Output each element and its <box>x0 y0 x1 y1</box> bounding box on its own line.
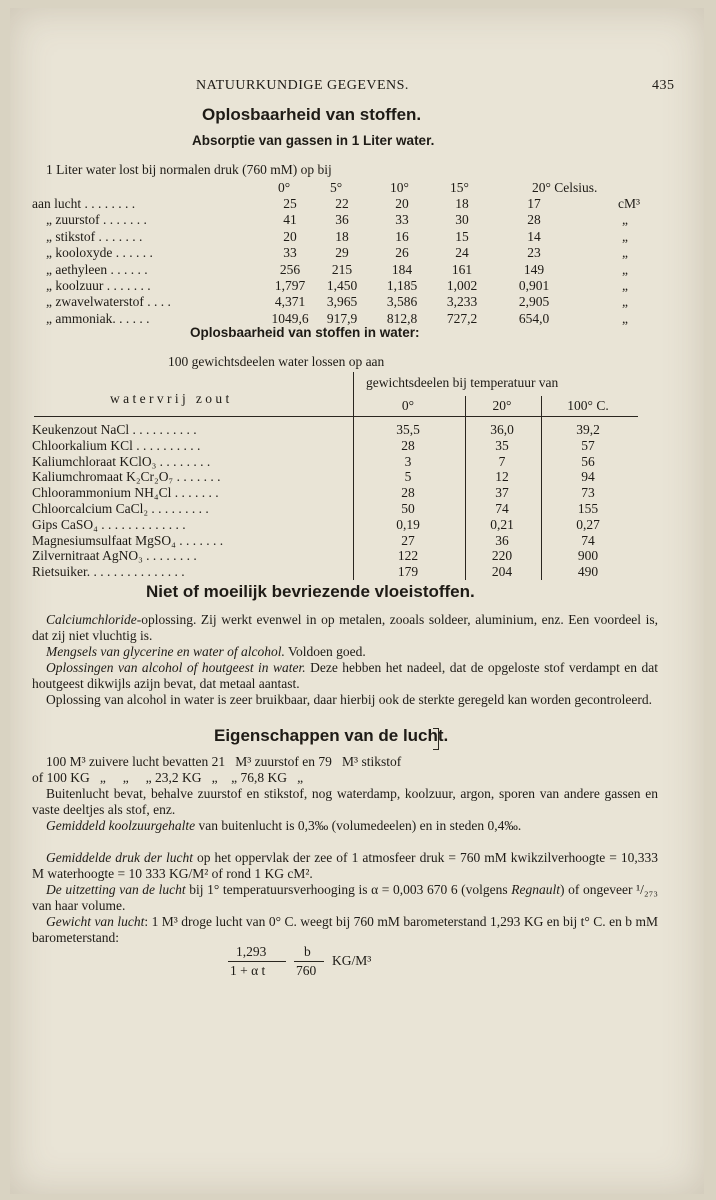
gas-unit-mark: „ <box>622 212 628 228</box>
salt-cell: 94 <box>581 469 595 485</box>
salt-cell: 0,19 <box>396 516 420 532</box>
gas-cell: 20 <box>283 228 297 244</box>
gas-cell: 24 <box>455 245 469 261</box>
salt-cell: 74 <box>495 501 509 516</box>
fraction-bar-2 <box>294 961 324 962</box>
salt-cell: 7 <box>498 453 506 469</box>
gas-cell: 727,2 <box>446 310 478 326</box>
salt-row-label: Gips CaSO₄ . . . . . . . . . . . . . <box>32 516 186 532</box>
gas-cell: 1049,6 <box>271 310 309 326</box>
gas-cell: 23 <box>527 245 541 261</box>
section-title-air: Eigenschappen van de lucht. <box>214 726 449 745</box>
gas-temp-1: 5° <box>330 180 343 195</box>
book-page <box>10 8 704 1194</box>
gas-cell: 33 <box>283 245 297 261</box>
formula-unit: KG/M³ <box>332 953 372 968</box>
salt-temp-1: 20° <box>492 398 512 413</box>
formula-numerator-2: b <box>304 944 311 959</box>
salt-cell: 35 <box>495 437 509 453</box>
salt-row-label: Kaliumchloraat KClO₃ . . . . . . . . <box>32 453 211 469</box>
gas-cell: 36 <box>335 212 349 228</box>
formula-denominator-2: 760 <box>296 963 317 978</box>
gas-cell: 2,905 <box>518 294 550 310</box>
salt-cell: 0,21 <box>490 516 514 532</box>
gas-cell: 149 <box>523 261 545 277</box>
term-glycerine: Mengsels van glycerine en water of alcohol. <box>46 644 285 659</box>
gas-cell: 18 <box>455 196 469 211</box>
gas-cell: 20 <box>395 196 409 211</box>
gas-cell: 3,586 <box>386 294 418 310</box>
gas-unit-header: cM³ <box>618 196 641 211</box>
salt-cell: 37 <box>495 485 509 501</box>
bracket-mark <box>433 728 439 750</box>
table-divider-vertical <box>353 372 354 580</box>
salt-row-label: Zilvernitraat AgNO₃ . . . . . . . . <box>32 548 197 564</box>
gas-cell: 16 <box>395 228 409 244</box>
salt-row-label: Rietsuiker. . . . . . . . . . . . . . . <box>32 564 185 580</box>
air-composition-weight: of 100 KG „ „ „ 23,2 KG „ „ 76,8 KG „ <box>32 770 304 785</box>
salt-cell: 39,2 <box>576 422 600 437</box>
gas-cell: 25 <box>283 196 297 211</box>
salt-cell: 28 <box>401 485 415 501</box>
gas-cell: 161 <box>451 261 473 277</box>
gas-row-label: aan lucht . . . . . . . . <box>32 196 136 211</box>
gas-cell: 33 <box>395 212 409 228</box>
gas-cell: 28 <box>527 212 541 228</box>
gas-cell: 14 <box>527 228 541 244</box>
gas-cell: 917,9 <box>326 310 358 326</box>
gas-row-label: „ kooloxyde . . . . . . <box>46 245 153 261</box>
gas-cell: 0,901 <box>518 278 550 293</box>
salt-row-label: Kaliumchromaat K₂Cr₂O₇ . . . . . . . <box>32 469 221 485</box>
salt-cell: 155 <box>577 501 599 516</box>
salt-cell: 490 <box>577 564 599 580</box>
salt-column-header: w a t e r v r i j z o u t <box>110 391 230 406</box>
table-header-rule <box>34 416 638 417</box>
salt-row-label: Chloorkalium KCl . . . . . . . . . . <box>32 437 201 453</box>
paragraph-calciumchloride: Calciumchloride-oplossing. Zij werkt evenwel in op metalen, zooals soldeer, aluminium, enz. Een voordeel is, dat zij niet vluchtig is. <box>32 612 658 643</box>
salt-cell: 35,5 <box>396 422 420 437</box>
gas-cell: 3,965 <box>326 294 358 310</box>
paragraph-alcohol-water: Oplossing van alcohol in water is zeer bruikbaar, daar hierbij ook de sterkte geregeld kan worden gecontroleerd. <box>46 692 652 707</box>
salt-cell: 27 <box>401 532 415 548</box>
salt-cell: 204 <box>491 564 513 580</box>
term-weight: Gewicht van lucht <box>46 914 145 929</box>
gas-cell: 654,0 <box>518 310 550 326</box>
salt-cell: 179 <box>397 564 419 580</box>
salts-intro: 100 gewichtsdeelen water lossen op aan <box>168 354 385 369</box>
gas-unit-mark: „ <box>622 245 628 261</box>
gas-cell: 1,002 <box>446 278 478 293</box>
salt-cell: 122 <box>397 548 419 564</box>
salt-cell: 900 <box>577 548 599 564</box>
gas-cell: 184 <box>391 261 413 277</box>
gas-cell: 3,233 <box>446 294 478 310</box>
salt-row-label: Chloorcalcium CaCl₂ . . . . . . . . . <box>32 501 209 516</box>
salt-cell: 73 <box>581 485 595 501</box>
gas-temp-0: 0° <box>278 180 291 195</box>
paragraph-expansion: De uitzetting van de lucht bij 1° temperatuursverhooging is α = 0,003 670 6 (volgens Regnault) of ongeveer ¹/₂₇₃ van haar volume. <box>32 882 658 913</box>
salt-row-label: Keukenzout NaCl . . . . . . . . . . <box>32 422 197 437</box>
salt-temp-2: 100° C. <box>567 398 609 413</box>
gas-cell: 18 <box>335 228 349 244</box>
paragraph-air-pressure: Gemiddelde druk der lucht op het oppervlak der zee of 1 atmosfeer druk = 760 mM kwikzilverhoogte = 10,333 M waterhoogte = 10 333 KG/M² of rond 1 KG cM². <box>32 850 658 881</box>
section-title-antifreeze: Niet of moeilijk bevriezende vloeistoffen. <box>146 582 475 601</box>
gas-temp-2: 10° <box>390 180 409 195</box>
gas-unit-mark: „ <box>622 261 628 277</box>
gas-cell: 215 <box>331 261 353 277</box>
gas-cell: 812,8 <box>386 310 418 326</box>
salt-cell: 220 <box>491 548 513 564</box>
salt-cell: 12 <box>495 469 509 485</box>
formula-numerator-1: 1,293 <box>236 944 267 959</box>
gas-unit-mark: „ <box>622 228 628 244</box>
gas-cell: 17 <box>527 196 541 211</box>
gas-cell: 30 <box>455 212 469 228</box>
salt-row-label: Chloorammonium NH₄Cl . . . . . . . <box>32 485 219 501</box>
paragraph-air-weight: Gewicht van lucht: 1 M³ droge lucht van 0° C. weegt bij 760 mM barometerstand 1,293 KG en bij t° C. en b mM barometerstand: <box>32 914 658 945</box>
paragraph-alcohol: Oplossingen van alcohol of houtgeest in water. Deze hebben het nadeel, dat de opgeloste stof verdampt en dat houtgeest dikwijls azijn bevat, dat metaal aantast. <box>32 660 658 691</box>
salt-cell: 57 <box>581 437 595 453</box>
salt-cell: 56 <box>581 453 595 469</box>
paragraph-outside-air: Buitenlucht bevat, behalve zuurstof en stikstof, nog waterdamp, koolzuur, argon, sporen van andere gassen en vaste deeltjes als stof, enz. <box>32 786 658 817</box>
gas-cell: 26 <box>395 245 409 261</box>
term-alcohol: Oplossingen van alcohol of houtgeest in water. <box>46 660 306 675</box>
fraction-bar-1 <box>228 961 286 962</box>
gas-row-label: „ zwavelwaterstof . . . . <box>46 294 171 310</box>
gas-intro: 1 Liter water lost bij normalen druk (760 mM) op bij <box>46 162 332 177</box>
page-number: 435 <box>652 78 675 93</box>
paragraph-glycerine: Mengsels van glycerine en water of alcohol. Voldoen goed. <box>46 644 366 659</box>
gas-cell: 22 <box>335 196 349 211</box>
gas-row-label: „ koolzuur . . . . . . . <box>46 278 151 293</box>
term-calciumchloride: Calciumchloride <box>46 612 137 627</box>
gas-cell: 1,185 <box>386 278 418 293</box>
gas-cell: 15 <box>455 228 469 244</box>
section-title-salts: Oplosbaarheid van stoffen in water: <box>190 325 420 340</box>
gas-cell: 1,450 <box>326 278 358 293</box>
gas-cell: 4,371 <box>274 294 306 310</box>
section-title-solubility: Oplosbaarheid van stoffen. <box>202 105 422 124</box>
gas-unit-mark: „ <box>622 294 628 310</box>
gas-temp-4: 20° Celsius. <box>532 180 598 195</box>
gas-row-label: „ zuurstof . . . . . . . <box>46 212 147 228</box>
temperature-column-header: gewichtsdeelen bij temperatuur van <box>366 375 559 390</box>
air-composition-volume: 100 M³ zuivere lucht bevatten 21 M³ zuurstof en 79 M³ stikstof <box>46 754 402 769</box>
salt-cell: 5 <box>404 469 412 485</box>
gas-row-label: „ aethyleen . . . . . . <box>46 261 148 277</box>
salt-row-label: Magnesiumsulfaat MgSO₄ . . . . . . . <box>32 532 224 548</box>
gas-row-label: „ ammoniak. . . . . . <box>46 310 150 326</box>
salt-cell: 50 <box>401 501 415 516</box>
gas-row-label: „ stikstof . . . . . . . <box>46 228 143 244</box>
gas-cell: 1,797 <box>274 278 306 293</box>
gas-cell: 256 <box>279 261 301 277</box>
term-expansion: De uitzetting van de lucht <box>46 882 186 897</box>
paragraph-co2-content: Gemiddeld koolzuurgehalte van buitenlucht is 0,3‰ (volumedeelen) en in steden 0,4‰. <box>46 818 522 833</box>
gas-unit-mark: „ <box>622 278 628 293</box>
subtitle-gas-absorption: Absorptie van gassen in 1 Liter water. <box>192 133 435 148</box>
salt-cell: 3 <box>404 453 412 469</box>
gas-unit-mark: „ <box>622 310 628 326</box>
formula-denominator-1: 1 + α t <box>230 963 266 978</box>
salt-cell: 36 <box>495 532 509 548</box>
gas-cell: 41 <box>283 212 297 228</box>
gas-temp-3: 15° <box>450 180 469 195</box>
term-co2: Gemiddeld koolzuurgehalte <box>46 818 196 833</box>
salt-cell: 36,0 <box>490 422 514 437</box>
salt-cell: 28 <box>401 437 415 453</box>
running-header: NATUURKUNDIGE GEGEVENS. <box>196 78 409 93</box>
salt-cell: 0,27 <box>576 516 600 532</box>
salt-temp-0: 0° <box>401 398 415 413</box>
term-pressure: Gemiddelde druk der lucht <box>46 850 194 865</box>
salt-cell: 74 <box>581 532 595 548</box>
gas-cell: 29 <box>335 245 349 261</box>
